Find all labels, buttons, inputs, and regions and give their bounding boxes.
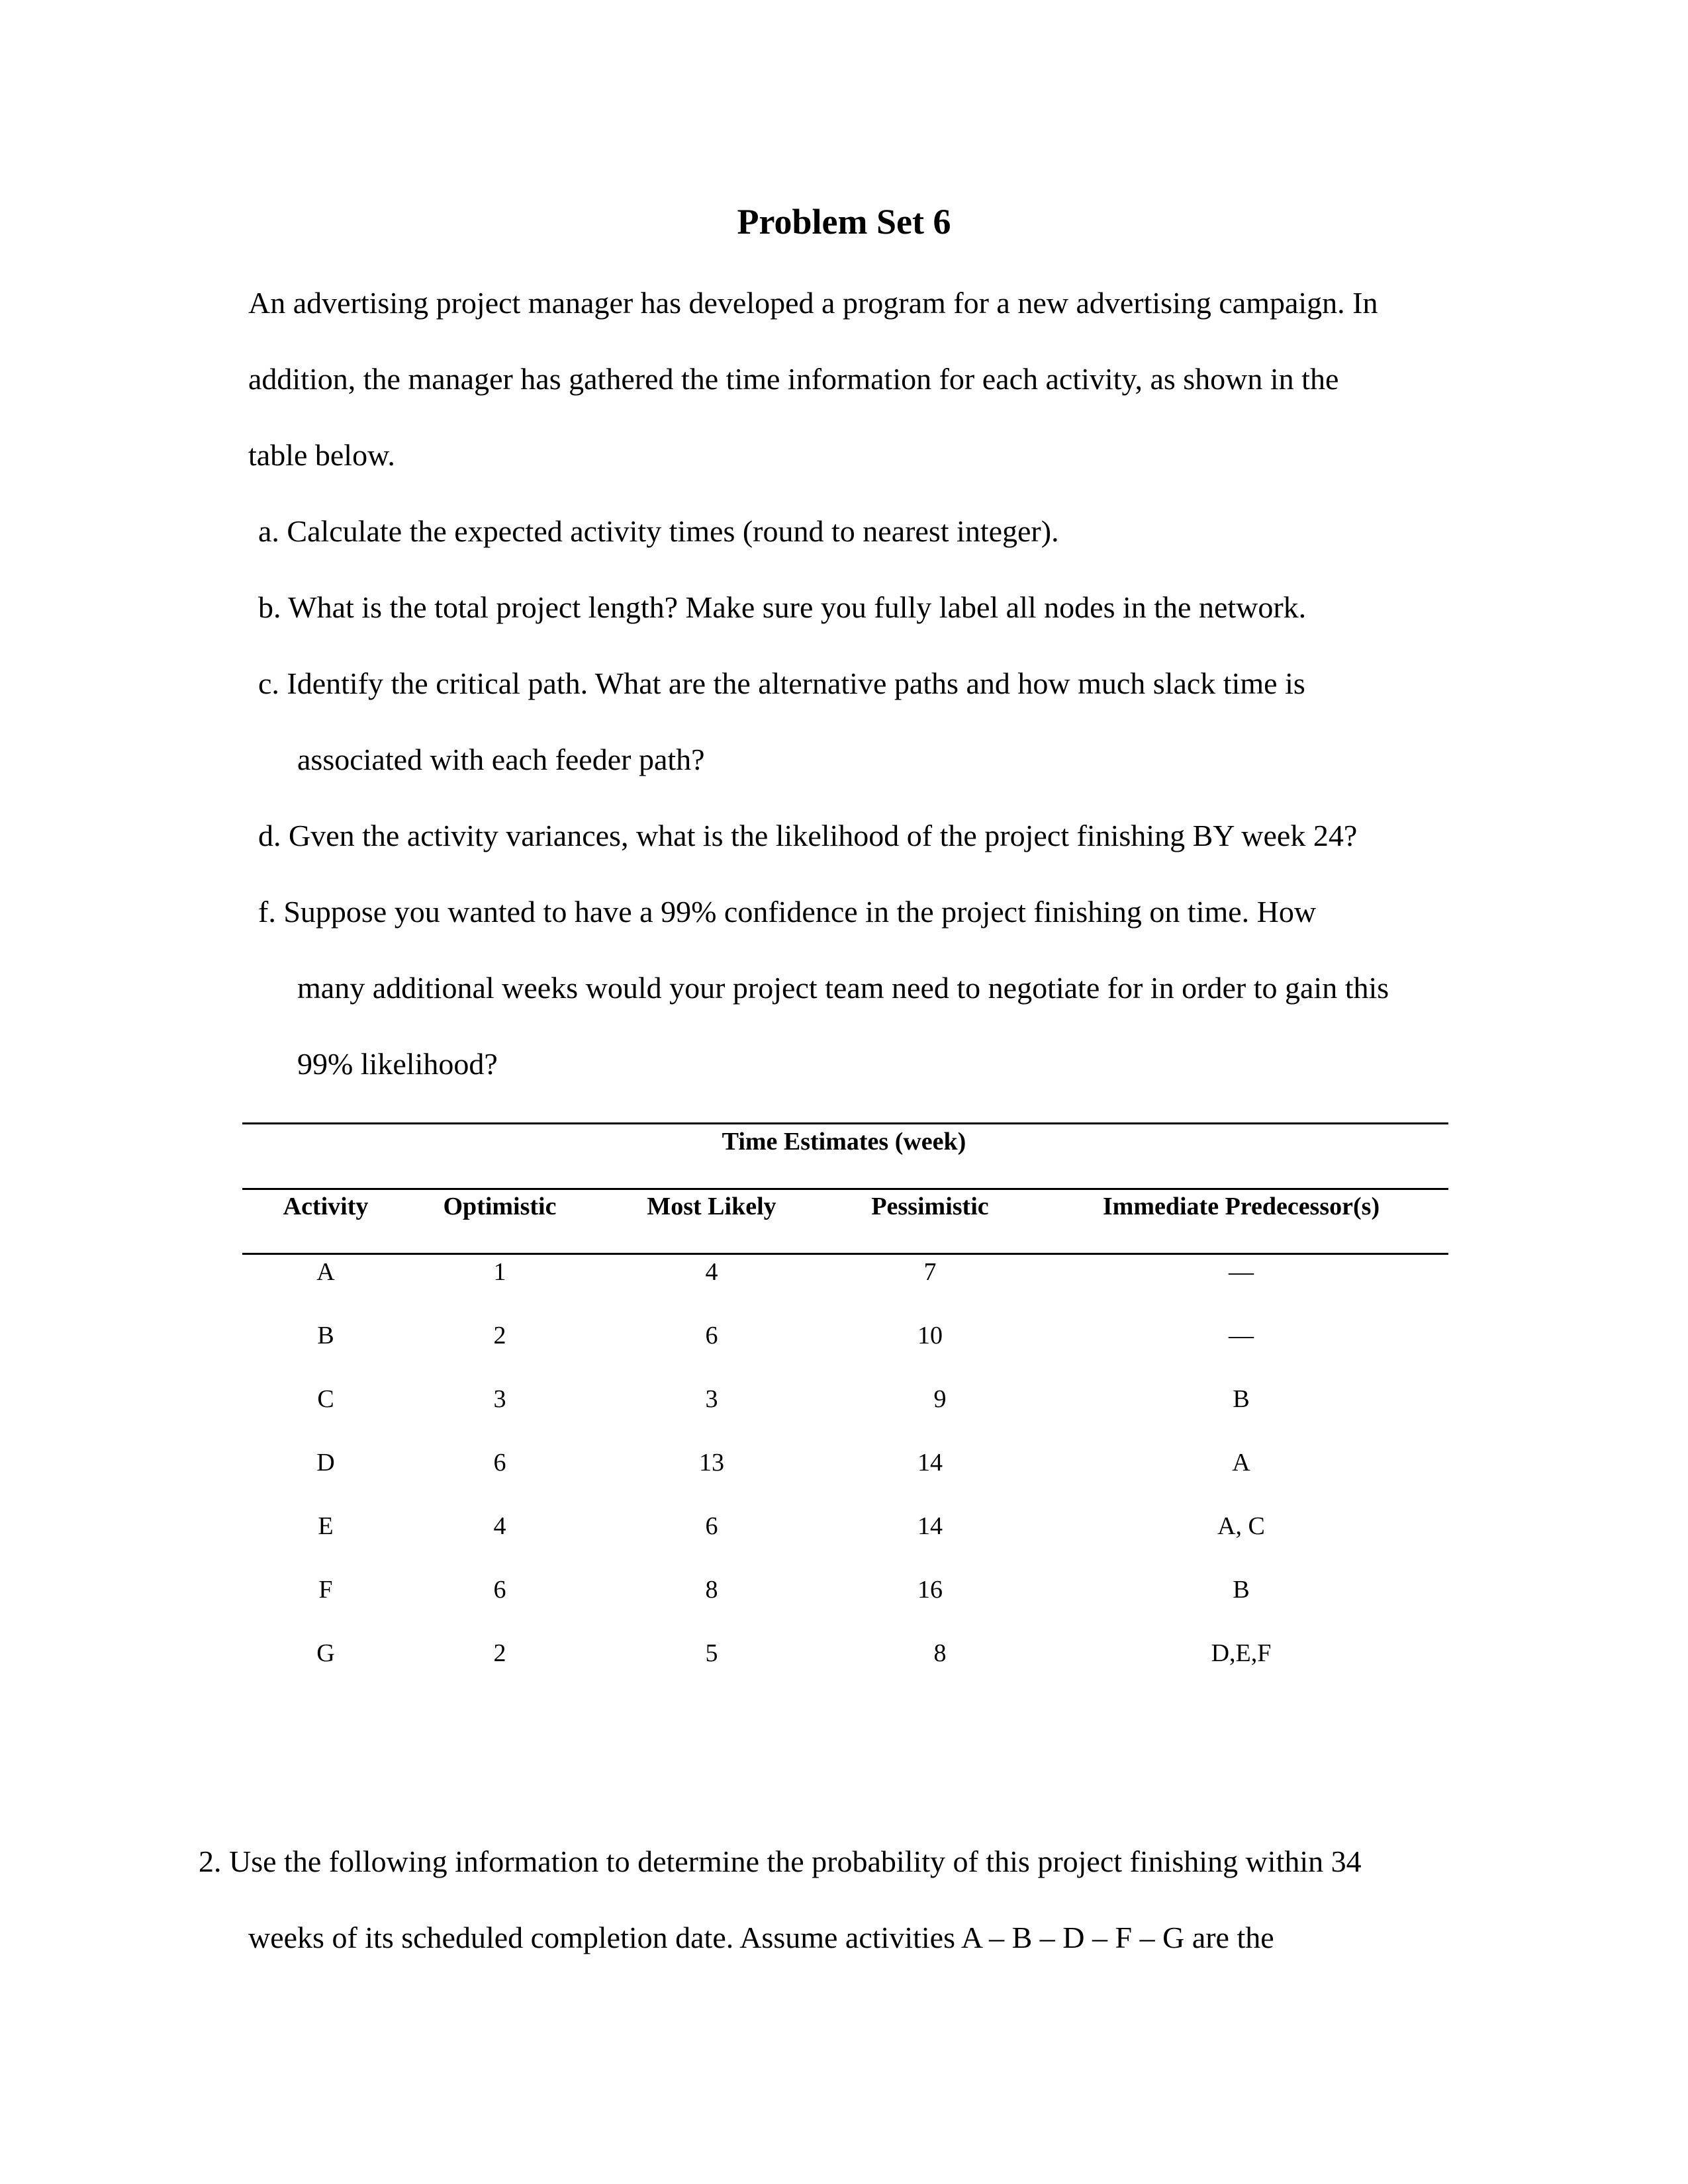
cell-predecessors: B <box>1233 1576 1250 1604</box>
cell-optimistic: 2 <box>493 1639 506 1667</box>
cell-most-likely: 3 <box>705 1385 718 1413</box>
cell-optimistic: 1 <box>493 1258 506 1286</box>
header-optimistic: Optimistic <box>443 1193 557 1220</box>
cell-predecessors: A <box>1232 1449 1250 1477</box>
cell-predecessors: B <box>1233 1385 1250 1413</box>
cell-most-likely: 5 <box>705 1639 718 1667</box>
question-b: b. What is the total project length? Make sure you fully label all nodes in the network. <box>258 590 1307 624</box>
cell-pessimistic: 14 <box>917 1512 943 1540</box>
table-top-rule <box>242 1122 1448 1124</box>
cell-predecessors: — <box>1229 1322 1254 1349</box>
cell-optimistic: 6 <box>493 1449 506 1477</box>
header-most-likely: Most Likely <box>647 1193 776 1220</box>
cell-predecessors: A, C <box>1217 1512 1265 1540</box>
cell-activity: B <box>317 1322 334 1349</box>
cell-most-likely: 4 <box>705 1258 718 1286</box>
intro-line-1: An advertising project manager has developed a program for a new advertising campaign. In <box>248 286 1378 320</box>
cell-most-likely: 6 <box>705 1322 718 1349</box>
table-body-rule <box>242 1253 1448 1255</box>
cell-most-likely: 13 <box>699 1449 724 1477</box>
header-pessimistic: Pessimistic <box>871 1193 989 1220</box>
cell-most-likely: 8 <box>705 1576 718 1604</box>
cell-activity: G <box>316 1639 335 1667</box>
cell-optimistic: 2 <box>493 1322 506 1349</box>
question-c-line-2: associated with each feeder path? <box>297 743 705 776</box>
cell-activity: F <box>318 1576 333 1604</box>
problem-2-line-2: weeks of its scheduled completion date. Assume activities A – B – D – F – G are the <box>248 1921 1274 1954</box>
question-c-line-1: c. Identify the critical path. What are the alternative paths and how much slack time is <box>258 666 1305 700</box>
intro-line-3: table below. <box>248 438 395 472</box>
question-f-line-1: f. Suppose you wanted to have a 99% confidence in the project finishing on time. How <box>258 895 1317 929</box>
problem-2-line-1: 2. Use the following information to determine the probability of this project finishing within 34 <box>199 1844 1362 1878</box>
cell-pessimistic: 10 <box>917 1322 943 1349</box>
intro-line-2: addition, the manager has gathered the time information for each activity, as shown in the <box>248 362 1339 396</box>
cell-predecessors: D,E,F <box>1211 1639 1272 1667</box>
cell-activity: A <box>316 1258 335 1286</box>
question-f-line-3: 99% likelihood? <box>297 1047 498 1081</box>
cell-most-likely: 6 <box>705 1512 718 1540</box>
question-f-line-2: many additional weeks would your project team need to negotiate for in order to gain this <box>297 971 1389 1005</box>
cell-optimistic: 3 <box>493 1385 506 1413</box>
header-activity: Activity <box>283 1193 369 1220</box>
question-a: a. Calculate the expected activity times (round to nearest integer). <box>258 514 1059 548</box>
cell-activity: C <box>317 1385 334 1413</box>
header-predecessors: Immediate Predecessor(s) <box>1102 1193 1380 1220</box>
cell-pessimistic: 9 <box>933 1385 947 1413</box>
cell-activity: E <box>318 1512 334 1540</box>
cell-pessimistic: 14 <box>917 1449 943 1477</box>
cell-pessimistic: 16 <box>917 1576 943 1604</box>
cell-optimistic: 6 <box>493 1576 506 1604</box>
cell-pessimistic: 7 <box>923 1258 937 1286</box>
cell-activity: D <box>316 1449 335 1477</box>
cell-optimistic: 4 <box>493 1512 506 1540</box>
table-group-header: Time Estimates (week) <box>722 1128 966 1156</box>
cell-pessimistic: 8 <box>933 1639 947 1667</box>
question-d: d. Gven the activity variances, what is the likelihood of the project finishing BY week 24? <box>258 819 1358 852</box>
cell-predecessors: — <box>1229 1258 1254 1286</box>
page-title: Problem Set 6 <box>737 202 951 242</box>
